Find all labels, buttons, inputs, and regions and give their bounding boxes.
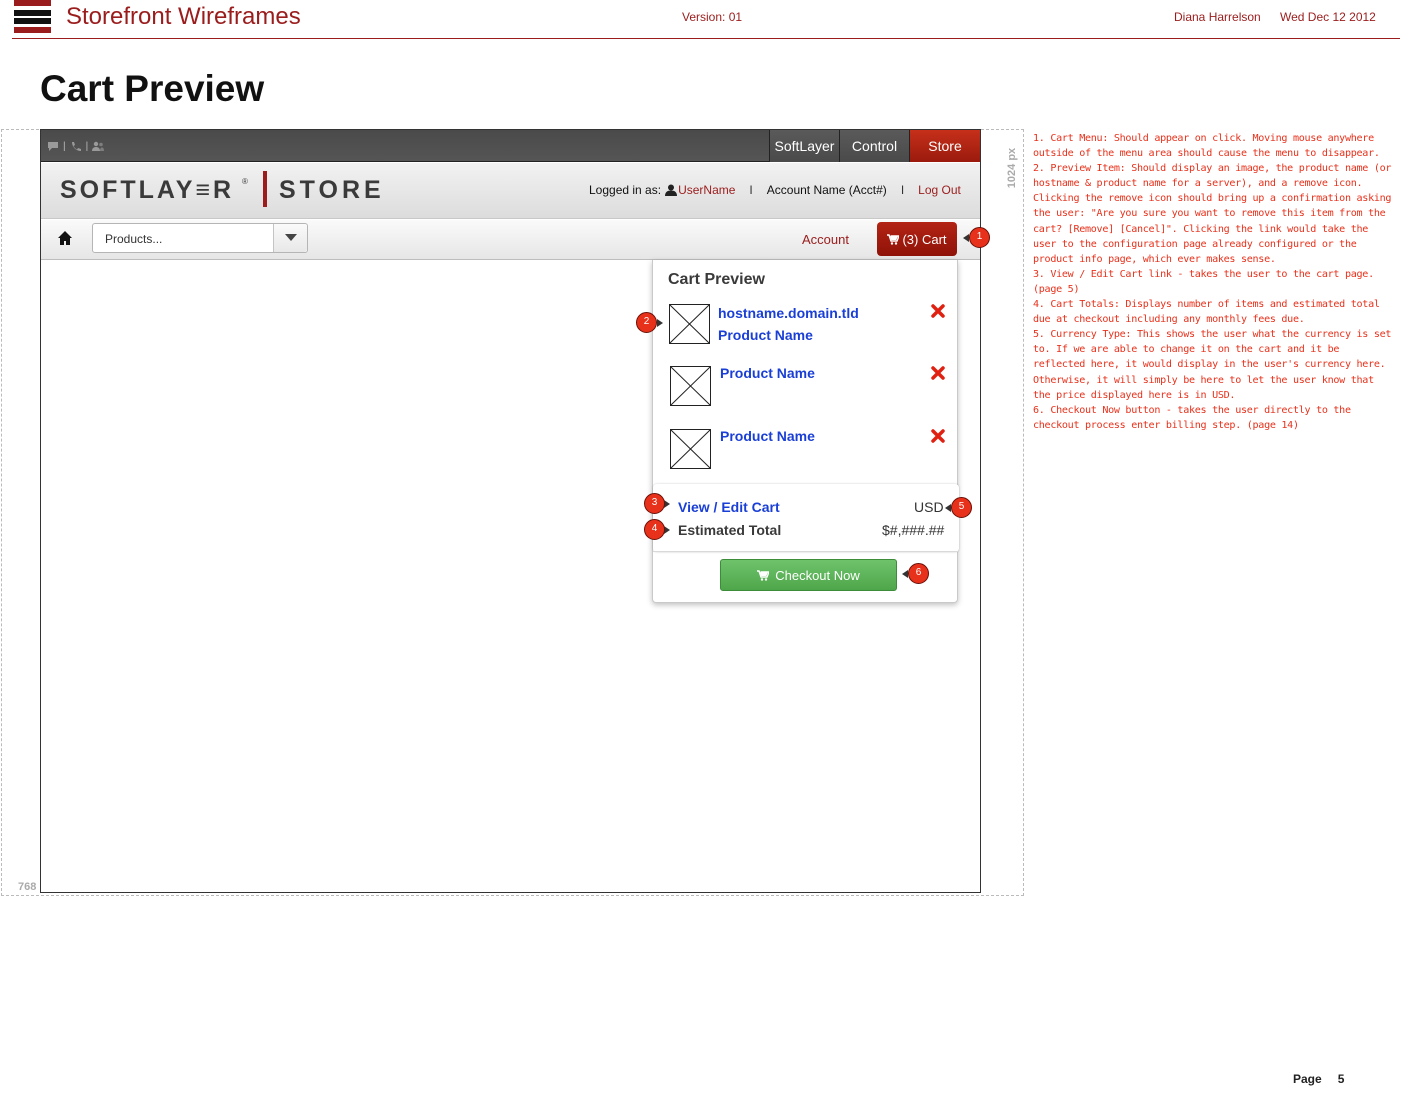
chat-icon[interactable] xyxy=(47,141,59,152)
logged-in-label: Logged in as: xyxy=(589,183,662,197)
products-dropdown-toggle[interactable] xyxy=(273,224,307,252)
page-footer xyxy=(1293,1072,1344,1086)
account-name-link[interactable]: Account Name (Acct#) xyxy=(766,183,887,197)
document-title: Storefront Wireframes xyxy=(66,3,301,30)
note-item: 5. Currency Type: This shows the user what the currency is set to. If we are able to change it on the cart and it be reflected here, it would display in the user's currency here. Otherwise, it will simply be here to let the user know that the price displayed here is in USD. xyxy=(1033,329,1392,401)
users-icon[interactable] xyxy=(92,141,104,152)
store-page-mockup xyxy=(40,129,981,893)
checkout-now-button[interactable] xyxy=(720,559,897,591)
estimated-total-value: $#,###.## xyxy=(882,522,945,538)
chevron-down-icon xyxy=(285,234,297,242)
cart-preview-menu xyxy=(652,260,958,603)
annotation-badge-1: 1 xyxy=(969,227,990,248)
cart-item-hostname-link[interactable]: hostname.domain.tld xyxy=(718,305,859,321)
cart-button-label: (3) Cart xyxy=(902,231,947,247)
image-placeholder-icon[interactable] xyxy=(670,429,711,469)
tab-softlayer[interactable]: SoftLayer xyxy=(769,130,839,162)
remove-x-icon[interactable] xyxy=(931,429,945,443)
cart-item[interactable] xyxy=(653,304,959,354)
cart-item-product-link[interactable]: Product Name xyxy=(720,428,815,444)
annotation-badge-4: 4 xyxy=(644,519,665,540)
remove-x-icon[interactable] xyxy=(931,366,945,380)
logo-lines-icon xyxy=(14,0,51,33)
topbar-separator: | xyxy=(85,140,89,152)
store-navbar xyxy=(41,220,980,260)
document-date: Wed Dec 12 2012 xyxy=(1280,10,1376,24)
estimated-total-label: Estimated Total xyxy=(678,522,782,538)
registered-mark: ® xyxy=(242,177,248,186)
annotation-pointer xyxy=(657,319,663,327)
login-info xyxy=(589,183,961,197)
page-number: 5 xyxy=(1337,1072,1345,1086)
annotation-notes xyxy=(1033,131,1393,433)
store-logo: STORE xyxy=(279,176,385,204)
brand-header xyxy=(41,163,980,219)
page-title: Cart Preview xyxy=(40,68,265,109)
document-version: Version: 01 xyxy=(682,10,743,24)
page-label: Page xyxy=(1293,1072,1322,1086)
softlayer-logo[interactable]: SOFTLAY≡R xyxy=(60,176,235,204)
view-edit-cart-link[interactable]: View / Edit Cart xyxy=(678,499,780,515)
currency-type: USD xyxy=(914,499,944,515)
cart-icon xyxy=(757,570,769,581)
remove-x-icon[interactable] xyxy=(931,304,945,318)
image-placeholder-icon[interactable] xyxy=(670,366,711,406)
cart-item-product-link[interactable]: Product Name xyxy=(720,365,815,381)
annotation-badge-6: 6 xyxy=(908,563,929,584)
tab-store[interactable]: Store xyxy=(909,130,980,162)
checkout-now-label: Checkout Now xyxy=(775,567,860,583)
topbar-separator: | xyxy=(63,140,66,152)
annotation-badge-5: 5 xyxy=(951,497,972,518)
products-dropdown-value: Products... xyxy=(105,232,163,246)
cart-item-product-link[interactable]: Product Name xyxy=(718,327,813,343)
annotation-badge-2: 2 xyxy=(636,312,657,333)
logo-divider xyxy=(263,171,267,207)
cart-item[interactable] xyxy=(653,363,959,413)
site-tabs xyxy=(769,130,980,162)
note-item: 2. Preview Item: Should display an image, the product name (or hostname & product name for a server), and a remove icon. Clicking the remove icon should bring up a confirmation asking the user: "Are you sure you want to remove this item from the cart? [Remove] [Cancel]". Clicking the link would take the user to the configuration page already configured or the product info page, which ever makes sense. xyxy=(1033,163,1392,265)
annotation-badge-3: 3 xyxy=(644,493,665,514)
document-header xyxy=(0,0,1404,40)
note-item: 3. View / Edit Cart link - takes the user to the cart page. (page 5) xyxy=(1033,268,1374,295)
user-icon xyxy=(665,184,677,196)
global-topbar xyxy=(41,130,980,162)
topbar-icon-group xyxy=(47,139,104,153)
note-item: 4. Cart Totals: Displays number of items and estimated total due at checkout including any monthly fees due. xyxy=(1033,299,1380,326)
image-placeholder-icon[interactable] xyxy=(669,304,710,344)
cart-totals xyxy=(653,484,959,552)
products-dropdown[interactable] xyxy=(92,223,308,253)
home-icon[interactable] xyxy=(57,230,73,246)
username-link[interactable]: UserName xyxy=(678,183,736,197)
account-link[interactable]: Account xyxy=(802,232,849,247)
cart-icon xyxy=(887,234,899,245)
cart-item[interactable] xyxy=(653,426,959,476)
separator: I xyxy=(749,183,753,197)
header-divider xyxy=(12,38,1400,39)
cart-preview-title: Cart Preview xyxy=(668,271,765,288)
note-item: 6. Checkout Now button - takes the user directly to the checkout process enter billing step. (page 14) xyxy=(1033,404,1351,431)
tab-control[interactable]: Control xyxy=(839,130,909,162)
separator: I xyxy=(900,183,905,197)
canvas-height-label: 768 xyxy=(18,881,37,893)
cart-divider xyxy=(653,551,959,552)
logout-link[interactable]: Log Out xyxy=(918,183,961,197)
cart-button[interactable] xyxy=(877,222,957,256)
note-item: 1. Cart Menu: Should appear on click. Moving mouse anywhere outside of the menu area should cause the menu to disappear. xyxy=(1033,133,1380,160)
phone-icon[interactable] xyxy=(70,141,82,152)
canvas-width-label: 1024 px xyxy=(1006,147,1018,189)
document-author: Diana Harrelson xyxy=(1174,10,1261,24)
